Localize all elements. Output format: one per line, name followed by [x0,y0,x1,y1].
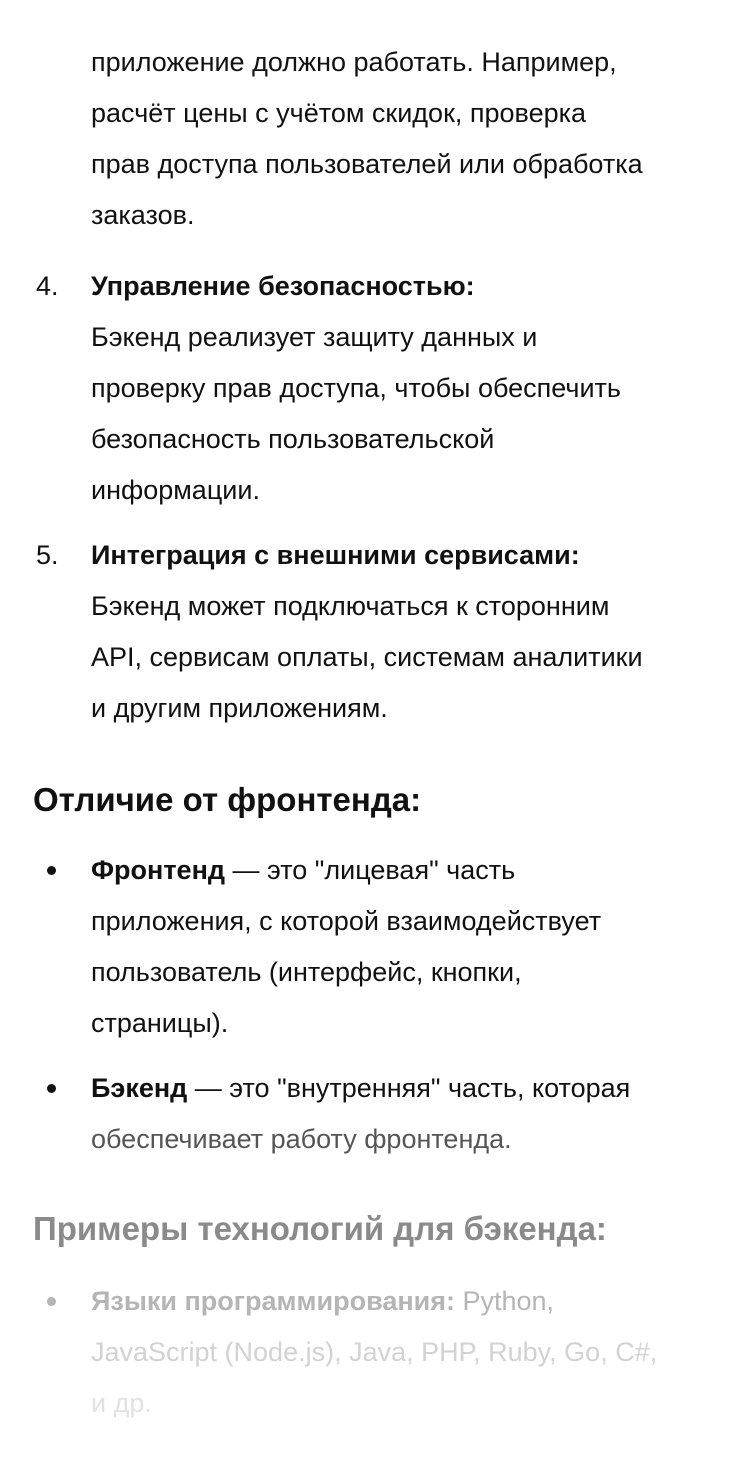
list-item-title: Управление безопасностью: [91,271,475,301]
bullet-line: обеспечивает работу фронтенда. [91,1124,512,1154]
list-number: 4. [36,271,59,301]
bullet-first-line [91,1276,721,1327]
list-item-line: API, сервисам оплаты, системам аналитики [91,642,643,672]
bullet-text: Python, [455,1286,555,1316]
bullet-line: и др. [91,1388,152,1418]
paragraph-line: заказов. [91,200,195,230]
bullet-text: — это "внутренняя" часть, которая [187,1073,631,1103]
bullet-term: Бэкенд [91,1073,188,1103]
bullet-line: страницы). [91,1008,229,1038]
list-item-title: Интеграция с внешними сервисами: [91,540,580,570]
paragraph-line: приложение должно работать. Например, [91,47,617,77]
bullet-text: — это "лицевая" часть [225,855,516,885]
list-item-line: и другим приложениям. [91,693,388,723]
section-heading: Примеры технологий для бэкенда: [33,1210,607,1247]
bullet-term: Фронтенд [91,855,226,885]
bullet-dot [47,866,56,875]
list-item-line: информации. [91,475,260,505]
paragraph-line: прав доступа пользователей или обработка [91,149,643,179]
bullet-term: Языки программирования: [91,1286,455,1316]
bullet-dot [47,1084,56,1093]
list-number: 5. [36,540,59,570]
bullet-line: JavaScript (Node.js), Java, PHP, Ruby, Go, C#, [91,1337,658,1367]
list-item-line: Бэкенд может подключаться к сторонним [91,591,610,621]
bullet-first-line [91,1063,721,1114]
bullet-dot [47,1297,56,1306]
bullet-first-line [91,845,721,896]
list-item-line: безопасность пользовательской [91,424,495,454]
paragraph-line: расчёт цены с учётом скидок, проверка [91,98,587,128]
list-item-line: Бэкенд реализует защиту данных и [91,322,538,352]
bullet-line: приложения, с которой взаимодействует [91,906,602,936]
section-heading: Отличие от фронтенда: [33,781,422,818]
list-item-line: проверку прав доступа, чтобы обеспечить [91,373,621,403]
bullet-line: пользователь (интерфейс, кнопки, [91,957,522,987]
